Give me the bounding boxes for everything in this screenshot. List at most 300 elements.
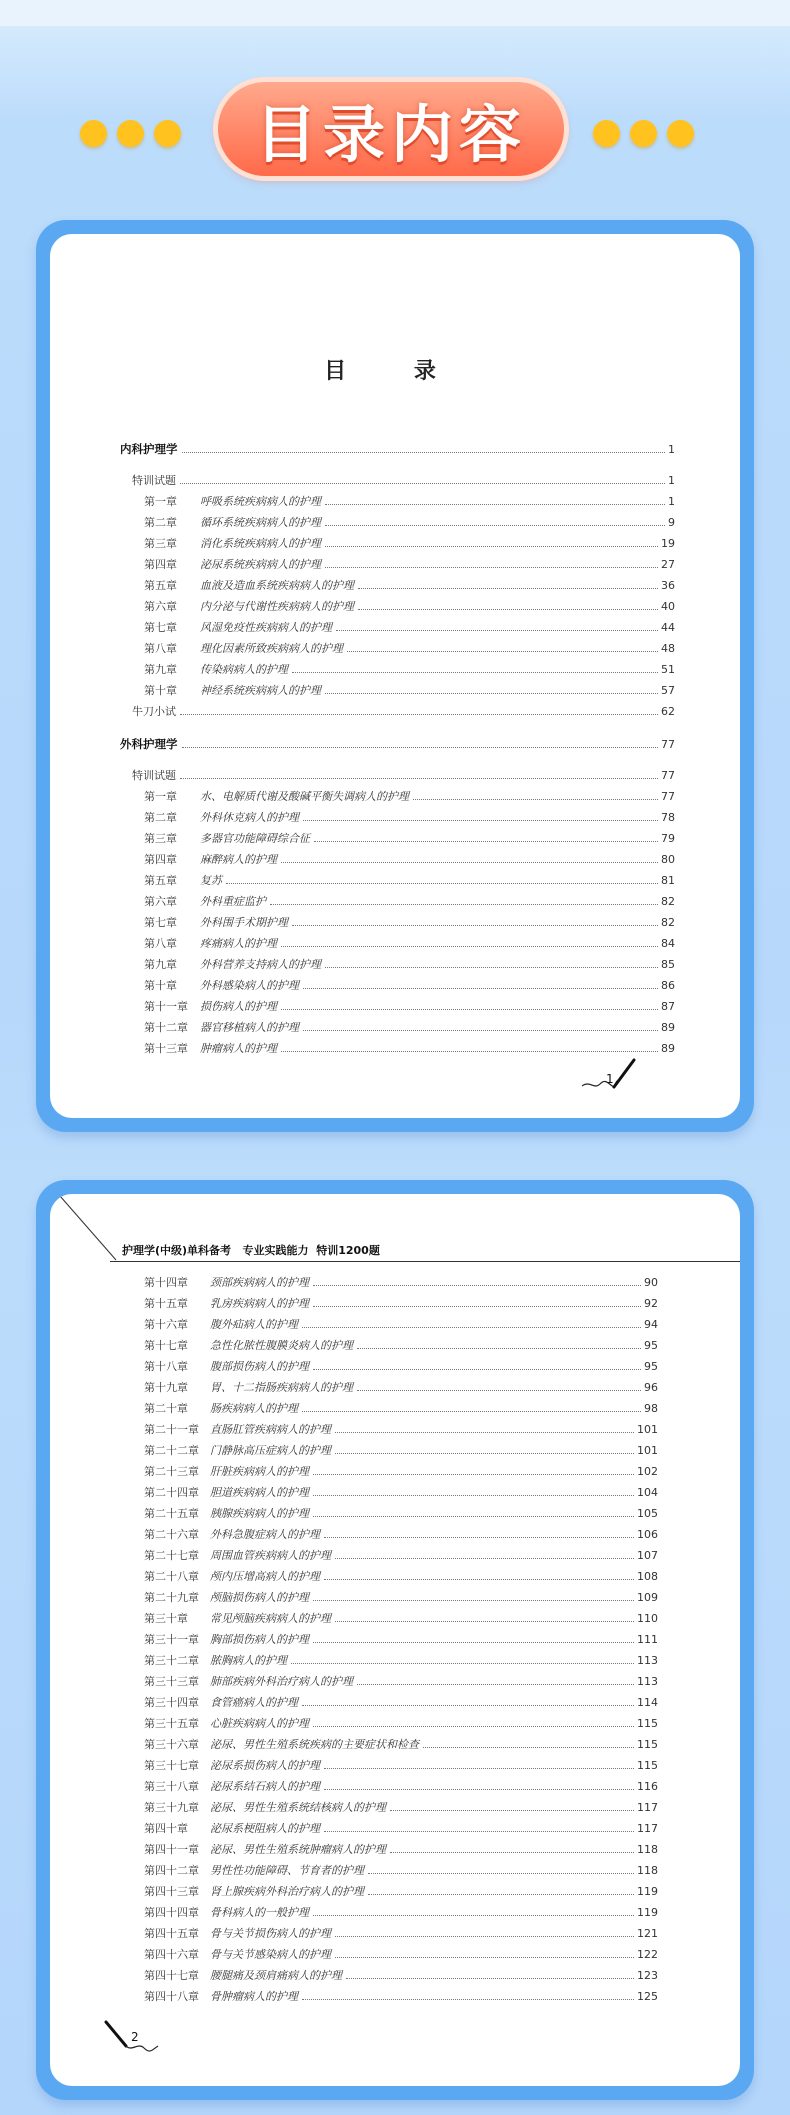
toc-page-1 [50, 234, 740, 1118]
chapter-title: 外科围手术期护理 [200, 916, 288, 929]
chapter-title: 呼吸系统疾病病人的护理 [200, 495, 321, 508]
page-ref: 77 [661, 738, 675, 751]
chapter-label: 第二十七章 [144, 1549, 199, 1562]
chapter-label: 第四十八章 [144, 1990, 199, 2003]
dot-leader [335, 1935, 634, 1937]
toc-entry [144, 998, 675, 1016]
chapter-label: 第四章 [144, 853, 177, 866]
chapter-label: 第四十章 [144, 1822, 188, 1835]
toc-heading: 目 录 [324, 359, 466, 384]
page-ref: 108 [637, 1570, 658, 1583]
running-header [110, 1239, 740, 1262]
toc-entry [144, 1904, 658, 1922]
chapter-label: 第三十九章 [144, 1801, 199, 1814]
dot-leader [270, 903, 658, 905]
chapter-label: 第十六章 [144, 1318, 188, 1331]
toc-entry [144, 1862, 658, 1880]
toc-entry [144, 1358, 658, 1376]
chapter-title: 肠疾病病人的护理 [210, 1402, 298, 1415]
page-ref: 77 [661, 790, 675, 803]
chapter-title: 肺部疾病外科治疗病人的护理 [210, 1675, 353, 1688]
dot-leader [346, 1977, 634, 1979]
toc-entry [132, 472, 675, 490]
toc-entry [144, 1400, 658, 1418]
chapter-title: 心脏疾病病人的护理 [210, 1717, 309, 1730]
dot-leader [281, 1008, 658, 1010]
toc-page-2 [50, 1194, 740, 2086]
page-ref: 81 [661, 874, 675, 887]
chapter-label: 第二十六章 [144, 1528, 199, 1541]
page-ref: 1 [668, 474, 675, 487]
chapter-title: 理化因素所致疾病病人的护理 [200, 642, 343, 655]
chapter-label: 第二十一章 [144, 1423, 199, 1436]
toc-entry [120, 736, 675, 754]
chapter-title: 肝脏疾病病人的护理 [210, 1465, 309, 1478]
dot-leader [325, 692, 658, 694]
page-ref: 9 [668, 516, 675, 529]
toc-entry [144, 1421, 658, 1439]
toc-entry [144, 1778, 658, 1796]
chapter-title: 泌尿系统疾病病人的护理 [200, 558, 321, 571]
page-ref: 118 [637, 1843, 658, 1856]
chapter-title: 直肠肛管疾病病人的护理 [210, 1423, 331, 1436]
toc-entry [144, 1925, 658, 1943]
dot-leader [313, 1515, 634, 1517]
top-band [0, 0, 790, 26]
chapter-title: 循环系统疾病病人的护理 [200, 516, 321, 529]
dot-leader [302, 1326, 641, 1328]
chapter-title: 门静脉高压症病人的护理 [210, 1444, 331, 1457]
dot-leader [313, 1914, 634, 1916]
chapter-label: 第八章 [144, 937, 177, 950]
chapter-title: 急性化脓性腹膜炎病人的护理 [210, 1339, 353, 1352]
toc-entry [144, 1295, 658, 1313]
chapter-label: 第七章 [144, 621, 177, 634]
page-ref: 57 [661, 684, 675, 697]
page-ref: 115 [637, 1717, 658, 1730]
toc-entry [144, 977, 675, 995]
header-text: 护理学(中级)单科备考 专业实践能力 特训1200题 [122, 1244, 380, 1257]
decor-dot [154, 120, 181, 147]
page-ref: 27 [661, 558, 675, 571]
toc-entry [144, 1988, 658, 2006]
chapter-label: 第二章 [144, 811, 177, 824]
page-ref: 117 [637, 1822, 658, 1835]
chapter-title: 腰腿痛及颈肩痛病人的护理 [210, 1969, 342, 1982]
dot-leader [292, 671, 658, 673]
dot-leader [303, 819, 658, 821]
chapter-title: 泌尿、男性生殖系统肿瘤病人的护理 [210, 1843, 386, 1856]
chapter-label: 特训试题 [132, 474, 176, 487]
chapter-title: 水、电解质代谢及酸碱平衡失调病人的护理 [200, 790, 409, 803]
chapter-label: 第三十七章 [144, 1759, 199, 1772]
page-ref: 82 [661, 895, 675, 908]
decor-dot [630, 120, 657, 147]
chapter-label: 牛刀小试 [132, 705, 176, 718]
chapter-label: 第四章 [144, 558, 177, 571]
dot-leader [314, 840, 658, 842]
toc-entry [144, 1841, 658, 1859]
dot-leader [325, 566, 658, 568]
toc-entry [144, 577, 675, 595]
dot-leader [313, 1494, 634, 1496]
dot-leader [324, 1767, 634, 1769]
toc-entry [144, 1526, 658, 1544]
chapter-title: 腹外疝病人的护理 [210, 1318, 298, 1331]
page-ref: 115 [637, 1738, 658, 1751]
toc-entry [144, 1463, 658, 1481]
chapter-title: 男性性功能障碍、节育者的护理 [210, 1864, 364, 1877]
chapter-title: 颈部疾病病人的护理 [210, 1276, 309, 1289]
page-ref: 105 [637, 1507, 658, 1520]
chapter-label: 第十七章 [144, 1339, 188, 1352]
decor-dot [593, 120, 620, 147]
toc-entry [144, 1757, 658, 1775]
page-ref: 19 [661, 537, 675, 550]
chapter-label: 第八章 [144, 642, 177, 655]
chapter-label: 第九章 [144, 958, 177, 971]
chapter-title: 泌尿、男性生殖系统疾病的主要症状和检查 [210, 1738, 419, 1751]
chapter-label: 第五章 [144, 579, 177, 592]
chapter-label: 第二十五章 [144, 1507, 199, 1520]
chapter-title: 骨与关节感染病人的护理 [210, 1948, 331, 1961]
page-ref: 89 [661, 1021, 675, 1034]
page-ref: 109 [637, 1591, 658, 1604]
toc-entry [144, 1337, 658, 1355]
page-ref: 102 [637, 1465, 658, 1478]
toc-entry [144, 1568, 658, 1586]
dot-leader [357, 1389, 641, 1391]
dot-leader [281, 1050, 658, 1052]
chapter-label: 第二十四章 [144, 1486, 199, 1499]
title-pill [218, 82, 564, 176]
toc-entry [144, 556, 675, 574]
chapter-title: 风湿免疫性疾病病人的护理 [200, 621, 332, 634]
dot-leader [302, 1410, 641, 1412]
toc-entry [144, 1820, 658, 1838]
page-ref: 85 [661, 958, 675, 971]
dot-leader [335, 1557, 634, 1559]
chapter-label: 第三章 [144, 537, 177, 550]
chapter-title: 神经系统疾病病人的护理 [200, 684, 321, 697]
dot-leader [180, 482, 665, 484]
chapter-title: 内分泌与代谢性疾病病人的护理 [200, 600, 354, 613]
toc-entry [132, 767, 675, 785]
dot-leader [313, 1368, 641, 1370]
toc-entry [144, 598, 675, 616]
chapter-label: 第二十三章 [144, 1465, 199, 1478]
chapter-title: 外科营养支持病人的护理 [200, 958, 321, 971]
toc-entry [144, 1505, 658, 1523]
page-ref: 48 [661, 642, 675, 655]
dot-leader [347, 650, 658, 652]
dot-leader [413, 798, 658, 800]
page-ref: 95 [644, 1339, 658, 1352]
chapter-title: 外科休克病人的护理 [200, 811, 299, 824]
toc-entry [144, 1610, 658, 1628]
page-ref: 121 [637, 1927, 658, 1940]
toc-entry [144, 682, 675, 700]
decor-dot [117, 120, 144, 147]
chapter-title: 胃、十二指肠疾病病人的护理 [210, 1381, 353, 1394]
chapter-label: 第九章 [144, 663, 177, 676]
toc-entry [144, 1673, 658, 1691]
chapter-title: 损伤病人的护理 [200, 1000, 277, 1013]
dot-leader [226, 882, 658, 884]
dot-leader [325, 503, 665, 505]
chapter-title: 颅内压增高病人的护理 [210, 1570, 320, 1583]
page-ref: 44 [661, 621, 675, 634]
toc-entry [120, 441, 675, 459]
dot-leader [313, 1284, 641, 1286]
chapter-label: 第三十五章 [144, 1717, 199, 1730]
dot-leader [281, 945, 658, 947]
chapter-label: 第三十二章 [144, 1654, 199, 1667]
toc-entry [144, 1316, 658, 1334]
page-ref: 1 [668, 443, 675, 456]
chapter-title: 常见颅脑疾病病人的护理 [210, 1612, 331, 1625]
toc-entry [144, 1946, 658, 1964]
dot-leader [368, 1872, 634, 1874]
decor-dot [667, 120, 694, 147]
dot-leader [180, 713, 658, 715]
page-ref: 77 [661, 769, 675, 782]
page-ref: 94 [644, 1318, 658, 1331]
chapter-label: 第四十三章 [144, 1885, 199, 1898]
dot-leader [325, 966, 658, 968]
dot-leader [302, 1704, 634, 1706]
left-dots [80, 120, 181, 147]
page-ref: 113 [637, 1675, 658, 1688]
chapter-label: 第三十四章 [144, 1696, 199, 1709]
chapter-label: 特训试题 [132, 769, 176, 782]
toc-entry [144, 935, 675, 953]
page-ref: 51 [661, 663, 675, 676]
page-ref: 119 [637, 1906, 658, 1919]
page-ref: 114 [637, 1696, 658, 1709]
page-ref: 80 [661, 853, 675, 866]
page-ref: 117 [637, 1801, 658, 1814]
dot-leader [390, 1809, 634, 1811]
decor-dot [80, 120, 107, 147]
dot-leader [357, 1347, 641, 1349]
right-dots [593, 120, 694, 147]
chapter-label: 第二十九章 [144, 1591, 199, 1604]
toc-entry [144, 872, 675, 890]
toc-entry [144, 493, 675, 511]
dot-leader [358, 587, 658, 589]
dot-leader [291, 1662, 634, 1664]
chapter-label: 第十九章 [144, 1381, 188, 1394]
chapter-title: 肾上腺疾病外科治疗病人的护理 [210, 1885, 364, 1898]
toc-entry [144, 1484, 658, 1502]
toc-entry [132, 703, 675, 721]
chapter-title: 泌尿系梗阻病人的护理 [210, 1822, 320, 1835]
dot-leader [182, 746, 659, 748]
toc-entry [144, 1547, 658, 1565]
toc-entry [144, 1694, 658, 1712]
dot-leader [423, 1746, 634, 1748]
page-ref: 101 [637, 1444, 658, 1457]
page-ref: 104 [637, 1486, 658, 1499]
chapter-title: 颅脑损伤病人的护理 [210, 1591, 309, 1604]
chapter-label: 第四十一章 [144, 1843, 199, 1856]
chapter-title: 胸部损伤病人的护理 [210, 1633, 309, 1646]
chapter-label: 第十八章 [144, 1360, 188, 1373]
page-ref: 123 [637, 1969, 658, 1982]
page-number: 1 [606, 1072, 614, 1086]
chapter-title: 麻醉病人的护理 [200, 853, 277, 866]
chapter-title: 泌尿、男性生殖系统结核病人的护理 [210, 1801, 386, 1814]
toc-entry [144, 661, 675, 679]
toc-entry [144, 914, 675, 932]
toc-entry [144, 619, 675, 637]
page-ref: 95 [644, 1360, 658, 1373]
dot-leader [281, 861, 658, 863]
toc-entry [144, 1442, 658, 1460]
chapter-label: 第十三章 [144, 1042, 188, 1055]
chapter-label: 第四十四章 [144, 1906, 199, 1919]
page-ref: 78 [661, 811, 675, 824]
chapter-title: 外科急腹症病人的护理 [210, 1528, 320, 1541]
chapter-label: 第四十六章 [144, 1948, 199, 1961]
chapter-label: 第十五章 [144, 1297, 188, 1310]
page-ref: 82 [661, 916, 675, 929]
chapter-label: 第二十二章 [144, 1444, 199, 1457]
page-ref: 101 [637, 1423, 658, 1436]
page-ref: 86 [661, 979, 675, 992]
chapter-label: 内科护理学 [120, 442, 178, 456]
dot-leader [182, 451, 666, 453]
banner-title: 目录内容 [254, 97, 527, 171]
toc-entry [144, 1967, 658, 1985]
page-ref: 90 [644, 1276, 658, 1289]
chapter-title: 胰腺疾病病人的护理 [210, 1507, 309, 1520]
dot-leader [335, 1620, 634, 1622]
dot-leader [180, 777, 658, 779]
dot-leader [335, 1956, 634, 1958]
toc-entry [144, 851, 675, 869]
toc-entry [144, 1631, 658, 1649]
dot-leader [303, 1029, 658, 1031]
toc-entry [144, 640, 675, 658]
chapter-label: 第二十八章 [144, 1570, 199, 1583]
page-ref: 118 [637, 1864, 658, 1877]
chapter-label: 第四十五章 [144, 1927, 199, 1940]
chapter-label: 第五章 [144, 874, 177, 887]
chapter-label: 第三十八章 [144, 1780, 199, 1793]
page-ref: 1 [668, 495, 675, 508]
chapter-label: 第七章 [144, 916, 177, 929]
page-ref: 115 [637, 1759, 658, 1772]
chapter-label: 第二章 [144, 516, 177, 529]
toc-entry [144, 535, 675, 553]
dot-leader [324, 1788, 634, 1790]
page-ref: 89 [661, 1042, 675, 1055]
title-banner [0, 80, 790, 180]
chapter-title: 腹部损伤病人的护理 [210, 1360, 309, 1373]
toc-page-2-card [36, 1180, 754, 2100]
page-ref: 96 [644, 1381, 658, 1394]
page-ref: 84 [661, 937, 675, 950]
page-ref: 87 [661, 1000, 675, 1013]
toc-entry [144, 1274, 658, 1292]
toc-entry [144, 1652, 658, 1670]
chapter-label: 第三章 [144, 832, 177, 845]
page-ref: 79 [661, 832, 675, 845]
toc-entry [144, 1379, 658, 1397]
dot-leader [313, 1305, 641, 1307]
pen-icon [100, 2016, 160, 2056]
chapter-label: 第三十章 [144, 1612, 188, 1625]
dot-leader [368, 1893, 634, 1895]
dot-leader [335, 1452, 634, 1454]
dot-leader [390, 1851, 634, 1853]
page-ref: 119 [637, 1885, 658, 1898]
dot-leader [335, 1431, 634, 1433]
dot-leader [313, 1641, 634, 1643]
toc-entry [144, 809, 675, 827]
chapter-label: 第十章 [144, 684, 177, 697]
dot-leader [325, 524, 665, 526]
chapter-label: 第四十七章 [144, 1969, 199, 1982]
toc-entry [144, 1715, 658, 1733]
dot-leader [325, 545, 658, 547]
page-ref: 40 [661, 600, 675, 613]
page-ref: 122 [637, 1948, 658, 1961]
chapter-title: 骨肿瘤病人的护理 [210, 1990, 298, 2003]
toc-entry [144, 1589, 658, 1607]
chapter-label: 第六章 [144, 895, 177, 908]
toc-entry [144, 788, 675, 806]
page-ref: 116 [637, 1780, 658, 1793]
page-number: 2 [131, 2030, 139, 2044]
toc-entry [144, 514, 675, 532]
chapter-label: 第十章 [144, 979, 177, 992]
chapter-label: 第四十二章 [144, 1864, 199, 1877]
dot-leader [303, 987, 658, 989]
chapter-title: 泌尿系损伤病人的护理 [210, 1759, 320, 1772]
toc-entry [144, 1736, 658, 1754]
chapter-label: 第三十三章 [144, 1675, 199, 1688]
page-ref: 111 [637, 1633, 658, 1646]
chapter-title: 骨与关节损伤病人的护理 [210, 1927, 331, 1940]
dot-leader [302, 1998, 634, 2000]
page-ref: 92 [644, 1297, 658, 1310]
page-ref: 125 [637, 1990, 658, 2003]
chapter-label: 第十二章 [144, 1021, 188, 1034]
chapter-title: 多器官功能障碍综合征 [200, 832, 310, 845]
chapter-title: 食管癌病人的护理 [210, 1696, 298, 1709]
pen-icon [580, 1054, 640, 1094]
chapter-title: 周围血管疾病病人的护理 [210, 1549, 331, 1562]
chapter-label: 第一章 [144, 790, 177, 803]
chapter-title: 传染病病人的护理 [200, 663, 288, 676]
chapter-label: 第二十章 [144, 1402, 188, 1415]
chapter-label: 第一章 [144, 495, 177, 508]
chapter-title: 消化系统疾病病人的护理 [200, 537, 321, 550]
chapter-title: 脓胸病人的护理 [210, 1654, 287, 1667]
page-ref: 106 [637, 1528, 658, 1541]
chapter-label: 外科护理学 [120, 737, 178, 751]
page-ref: 98 [644, 1402, 658, 1415]
chapter-label: 第十一章 [144, 1000, 188, 1013]
dot-leader [313, 1599, 634, 1601]
page-ref: 113 [637, 1654, 658, 1667]
chapter-label: 第十四章 [144, 1276, 188, 1289]
toc-entry [144, 956, 675, 974]
page-ref: 62 [661, 705, 675, 718]
